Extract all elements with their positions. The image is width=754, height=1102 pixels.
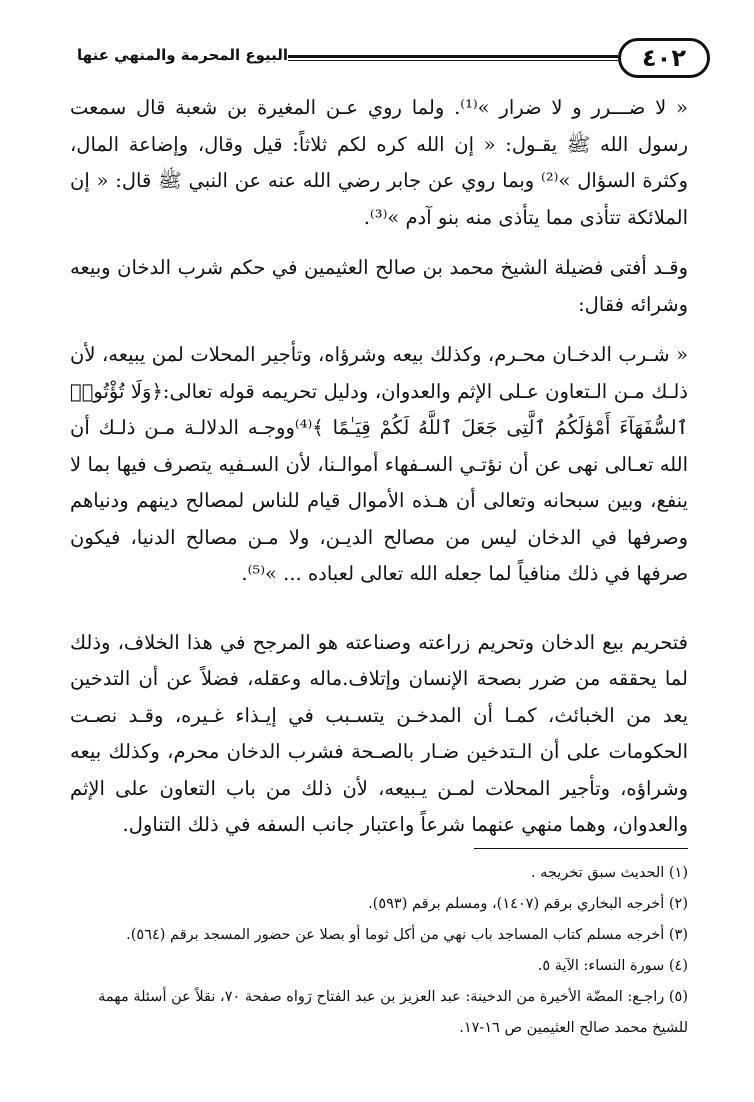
paragraph-fatwa-quote: « شـرب الدخـان محـرم، وكذلك بيعه وشرؤاه، وتأجير المحلات لمن يبيعه، لأن ذلـك مـن الـتعاون عـلى الإثم والعدوان، ودليل تحريمه قوله تعالى:﴿وَلَا تُؤْتُوا۟ ٱلسُّفَهَآءَ أَمْوَٰلَكُمُ ٱلَّتِى جَعَلَ ٱللَّهُ لَكُمْ قِيَـٰمًا ﴾⁽⁴⁾ووجـه الدلالـة مـن ذلـك أن الله تعـالى نهى عن أن نؤتـي السـفهاء أموالـنا، لأن السـفيه يتصرف فيها بما لا ينفع، وبين سبحانه وتعالى أن هـذه الأموال قيام للناس لمصالح دينهم ودنياهم وصرفها في الدخان ليس من مصالح الديـن، ولا مـن مصالح الدنيا، فيكون صرفها في ذلك منافياً لما جعله الله تعالى لعباده ... »⁽⁵⁾.	[70, 343, 688, 585]
footnote-3: (٣) أخرجه مسلم كتاب المساجد باب نهي من أكل ثوما أو بصلا عن حضور المسجد برقم (٥٦٤).	[126, 927, 688, 943]
footnote-1: (١) الحديث سبق تخريجه .	[530, 865, 688, 881]
running-title: البيوع المحرمة والمنهي عنها	[77, 46, 288, 64]
page-number-frame	[618, 38, 710, 78]
header-rule	[288, 55, 618, 61]
paragraph-hadith: « لا ضـــرر و لا ضرار »⁽¹⁾. ولما روي عـن المغيرة بن شعبة قال سمعت رسول الله ﷺ يقـول: « إن الله كره لكم ثلاثاً: قيل وقال، وإضاعة المال، وكثرة السؤال »⁽²⁾ وبما روي عن جابر رضي الله عنه عن النبي ﷺ قال: « إن الملائكة تتأذى مما يتأذى منه بنو آدم »⁽³⁾.	[70, 96, 688, 229]
footnote-4: (٤) سورة النساء: الآية ٥.	[537, 958, 688, 974]
main-text	[70, 90, 688, 844]
footnote-divider	[474, 848, 688, 849]
footnote-2: (٢) أخرجه البخاري برقم (١٤٠٧)، ومسلم برقم (٥٩٣).	[368, 896, 688, 912]
paragraph-conclusion: فتحريم بيع الدخان وتحريم زراعته وصناعته هو المرجح في هذا الخلاف، وذلك لما يحققه من ضرر بصحة الإنسان وإتلاف.ماله وعقله، فضلاً عن أن التدخين يعد من الخبائث، كمـا أن المدخـن يتسـبب في إيـذاء غـيره، وقـد نصـت الحكومات على أن الـتدخين ضـار بالصـحة فشرب الدخان محرم، وكذلك بيعه وشراؤه، وتأجير المحلات لمـن يـبيعه، لأن ذلك من باب التعاون على الإثم والعدوان، وهما منهي عنهما شرعاً واعتبار جانب السفه في ذلك التناول.	[70, 630, 688, 836]
paragraph-fatwa-intro: وقـد أفتى فضيلة الشيخ محمد بن صالح العثيمين في حكم شرب الدخان وبيعه وشرائه فقال:	[70, 256, 688, 316]
page-number: ٤٠٢	[642, 44, 686, 72]
page-header	[60, 38, 710, 82]
footnotes	[60, 858, 688, 1044]
footnote-5: (٥) راجـع: المضّة الأخيرة من الدخينة: عبد العزيز بن عبد الفتاح رَواه صفحة ٧٠، نقلاً عن أسئلة مهمة للشيخ محمد صالح العثيمين ص ١٦-١٧.	[98, 989, 688, 1036]
